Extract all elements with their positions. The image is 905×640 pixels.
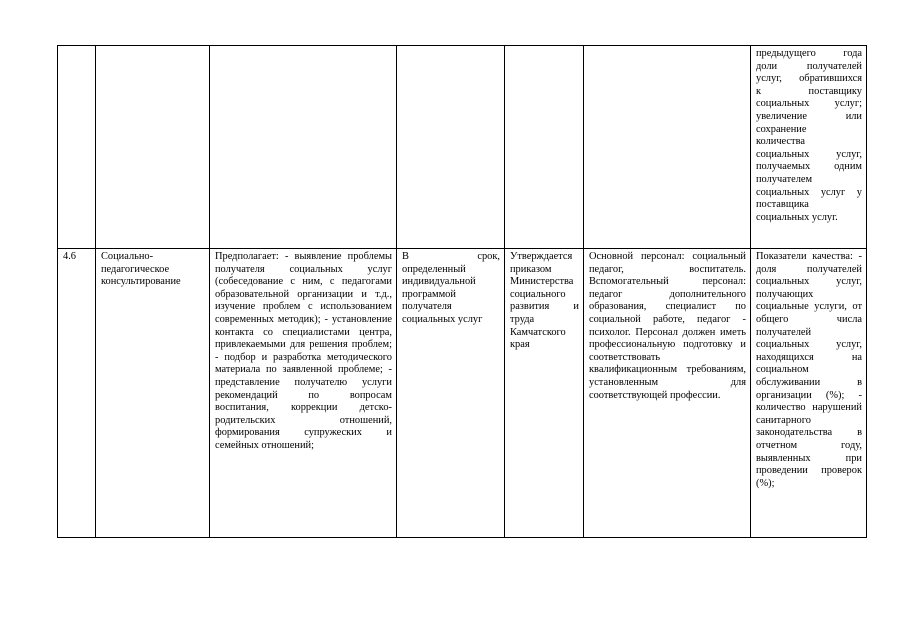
indicator-line: социальных услуг, — [756, 148, 862, 160]
service-description: Предполагает: - выявление проблемы получателя социальных услуг (собеседование с ним, с педагогами образовательной организации и т.д., изучение проблем с использованием современных методик); - установление контакта со специалистами центра, привлекаемыми для решения проблем; - подбор и разработка методического материала по заявленной проблеме; - представление получателю услуги рекомендаций по вопросам воспитания, коррекции детско-родительских отношений, формирования супружеских и семейных отношений; — [210, 249, 397, 538]
services-table — [57, 45, 867, 538]
cell-tariff-empty — [505, 46, 584, 249]
indicator-line: социальных услуг; — [756, 98, 862, 110]
service-name: Социально-педагогическое консультирование — [96, 249, 210, 538]
service-tariff: Утверждается приказом Министерства социального развития и труда Камчатского края — [505, 249, 584, 538]
table-row-continuation — [58, 46, 867, 249]
cell-service-empty — [96, 46, 210, 249]
indicator-line: социальных услуг. — [756, 211, 838, 223]
indicator-line: предыдущего года — [756, 48, 862, 59]
indicator-line: доли получателей — [756, 60, 862, 72]
cell-indicators-continuation — [751, 46, 867, 249]
indicator-line: к поставщику — [756, 85, 862, 97]
indicator-line: увеличение или — [756, 110, 862, 122]
cell-deadline-empty — [397, 46, 505, 249]
indicator-line: социальных услуг у — [756, 186, 862, 198]
indicator-line: получаемых одним — [756, 161, 862, 173]
cell-number-empty — [58, 46, 96, 249]
indicator-line: количества — [756, 136, 805, 148]
quality-indicators: Показатели качества: - доля получателей социальных услуг, получающих социальные услуги, от общего числа получателей социальных услуг, находящихся на социальном обслуживании в организации (%); - количество нарушений санитарного законодательства в отчетном году, выявленных при проведении проверок (%); — [751, 249, 867, 538]
indicator-line: услуг, обратившихся — [756, 73, 862, 85]
service-conditions: Основной персонал: социальный педагог, воспитатель. Вспомогательный персонал: педагог дополнительного образования, специалист по социальной работе, педагог - психолог. Персонал должен иметь профессиональную подготовку и соответствовать квалификационным требованиям, установленным для соответствующей профессии. — [584, 249, 751, 538]
indicator-line: сохранение — [756, 123, 807, 135]
cell-conditions-empty — [584, 46, 751, 249]
indicator-line: поставщика — [756, 199, 809, 211]
indicator-line: получателем — [756, 173, 813, 185]
service-deadline: В срок, определенный индивидуальной программой получателя социальных услуг — [397, 249, 505, 538]
row-number: 4.6 — [58, 249, 96, 538]
cell-description-empty — [210, 46, 397, 249]
table-row — [58, 249, 867, 538]
